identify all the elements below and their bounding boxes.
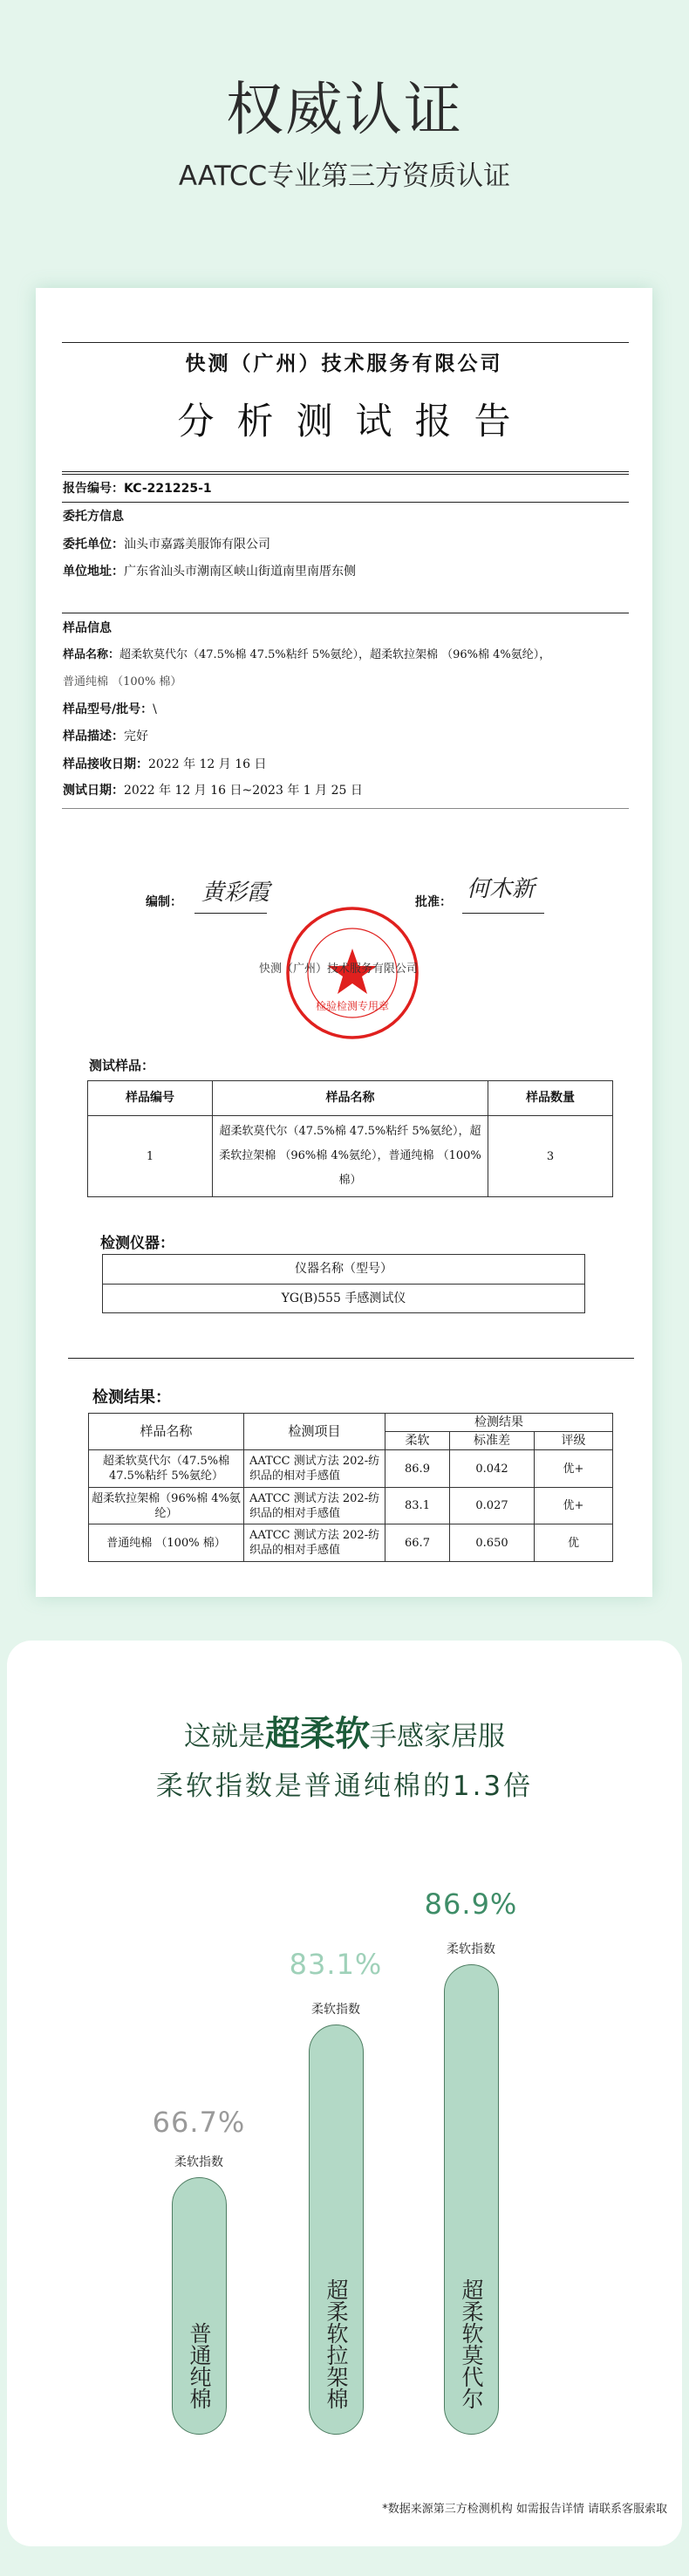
cell: AATCC 测试方法 202-纺织品的相对手感值 — [244, 1450, 385, 1488]
results-table — [88, 1413, 613, 1562]
divider — [62, 474, 629, 475]
bar-category-label: 超柔软莫代尔 — [459, 2278, 484, 2409]
bar-1 — [309, 2024, 364, 2435]
divider — [68, 1358, 634, 1359]
received-date-value: 2022 年 12 月 16 日 — [148, 757, 267, 771]
client-label: 委托单位： — [63, 538, 124, 552]
cell: AATCC 测试方法 202-纺织品的相对手感值 — [244, 1524, 385, 1562]
cell: 普通纯棉 （100% 棉） — [89, 1524, 244, 1562]
table-row — [89, 1488, 613, 1524]
divider — [62, 808, 629, 809]
cell: 0.650 — [450, 1524, 535, 1562]
test-date-value: 2022 年 12 月 16 日~2023 年 1 月 25 日 — [124, 784, 363, 798]
bar-0 — [172, 2177, 227, 2435]
cell: 1 — [88, 1116, 213, 1197]
headline-text: 这就是 — [184, 1721, 265, 1752]
stamp-company-text: 快测（广州）技术服务有限公司 — [259, 963, 419, 976]
instrument-section-title: 检测仪器： — [100, 1235, 174, 1252]
cell: 0.027 — [450, 1488, 535, 1524]
model-value: \ — [153, 702, 157, 716]
divider — [62, 471, 629, 472]
col-header: 样品编号 — [88, 1081, 213, 1116]
value-label: 83.1% — [289, 1948, 383, 1981]
svg-text:检验检测专用章: 检验检测专用章 — [315, 1000, 390, 1012]
page-title: 权威认证 — [226, 76, 463, 143]
cell: 86.9 — [385, 1450, 450, 1488]
address-value: 广东省汕头市潮南区峡山街道南里南厝东侧 — [124, 565, 356, 579]
compiled-signature: 黄彩霞 — [201, 880, 270, 906]
cell: 超柔软拉架棉（96%棉 4%氨纶） — [89, 1488, 244, 1524]
bar-category-label: 超柔软拉架棉 — [324, 2278, 349, 2409]
compiled-label: 编制： — [146, 895, 182, 909]
footnote: *数据来源第三方检测机构 如需报告详情 请联系客服索取 — [382, 2503, 667, 2516]
client-section-title: 委托方信息 — [63, 510, 124, 524]
instrument-table — [102, 1254, 585, 1313]
value-label: 66.7% — [152, 2106, 246, 2139]
comparison-subheadline: 柔软指数是普通纯棉的1.3倍 — [155, 1771, 534, 1802]
metric-label: 柔软指数 — [447, 1942, 495, 1956]
cell: 超柔软莫代尔（47.5%棉 47.5%粘纤 5%氨纶），超柔软拉架棉 （96%棉 4%氨纶），普通纯棉 （100% 棉） — [213, 1116, 488, 1197]
col-header: 样品名称 — [213, 1081, 488, 1116]
results-section-title: 检测结果： — [92, 1388, 171, 1407]
cell: 优+ — [535, 1488, 613, 1524]
samples-section-title: 测试样品： — [89, 1058, 155, 1073]
model-label: 样品型号/批号： — [63, 702, 153, 716]
cell: 优+ — [535, 1450, 613, 1488]
headline-emphasis: 超柔软 — [265, 1714, 370, 1754]
divider — [62, 342, 629, 343]
sample-section-title: 样品信息 — [63, 621, 112, 635]
comparison-headline — [0, 1706, 689, 1756]
signature-line — [194, 913, 267, 914]
table-row — [89, 1450, 613, 1488]
col-header: 样品数量 — [488, 1081, 613, 1116]
sample-name-value: 超柔软莫代尔（47.5%棉 47.5%粘纤 5%氨纶），超柔软拉架棉 （96%棉 4%氨纶）， — [119, 648, 551, 661]
col-header: 标准差 — [450, 1432, 535, 1450]
cell: 83.1 — [385, 1488, 450, 1524]
signature-line — [462, 913, 544, 914]
page-subtitle: AATCC专业第三方资质认证 — [178, 161, 511, 192]
sample-name-value-cont: 普通纯棉 （100% 棉） — [63, 675, 182, 689]
report-no: KC-221225-1 — [124, 482, 212, 496]
cell: AATCC 测试方法 202-纺织品的相对手感值 — [244, 1488, 385, 1524]
col-header: 柔软 — [385, 1432, 450, 1450]
headline-text: 手感家居服 — [370, 1721, 505, 1752]
bar-category-label: 普通纯棉 — [187, 2322, 212, 2409]
cell: 仪器名称（型号） — [103, 1255, 585, 1285]
cell: 66.7 — [385, 1524, 450, 1562]
received-date-label: 样品接收日期： — [63, 757, 148, 771]
table-row — [89, 1524, 613, 1562]
desc-value: 完好 — [124, 730, 148, 743]
approved-label: 批准： — [415, 895, 452, 909]
metric-label: 柔软指数 — [174, 2155, 223, 2169]
bar-2 — [444, 1964, 499, 2435]
metric-label: 柔软指数 — [311, 2003, 360, 2017]
col-header: 检测结果 — [385, 1414, 613, 1432]
col-header: 评级 — [535, 1432, 613, 1450]
cell: YG(B)555 手感测试仪 — [103, 1285, 585, 1313]
col-header: 样品名称 — [89, 1414, 244, 1450]
cell: 超柔软莫代尔（47.5%棉 47.5%粘纤 5%氨纶） — [89, 1450, 244, 1488]
value-label: 86.9% — [424, 1887, 518, 1921]
cell: 优 — [535, 1524, 613, 1562]
cell: 3 — [488, 1116, 613, 1197]
desc-label: 样品描述： — [63, 730, 124, 743]
report-title: 分析测试报告 — [177, 400, 534, 442]
address-label: 单位地址： — [63, 565, 124, 579]
test-report-document — [36, 288, 652, 1597]
sample-name-label: 样品名称： — [63, 648, 120, 661]
col-header: 检测项目 — [244, 1414, 385, 1450]
cell: 0.042 — [450, 1450, 535, 1488]
approved-signature: 何木新 — [467, 876, 536, 902]
samples-table — [87, 1080, 613, 1197]
divider — [62, 502, 629, 503]
report-company: 快测（广州）技术服务有限公司 — [185, 352, 503, 375]
client-value: 汕头市嘉露美服饰有限公司 — [124, 538, 270, 552]
test-date-label: 测试日期： — [63, 784, 124, 798]
report-no-label: 报告编号： — [63, 482, 124, 496]
